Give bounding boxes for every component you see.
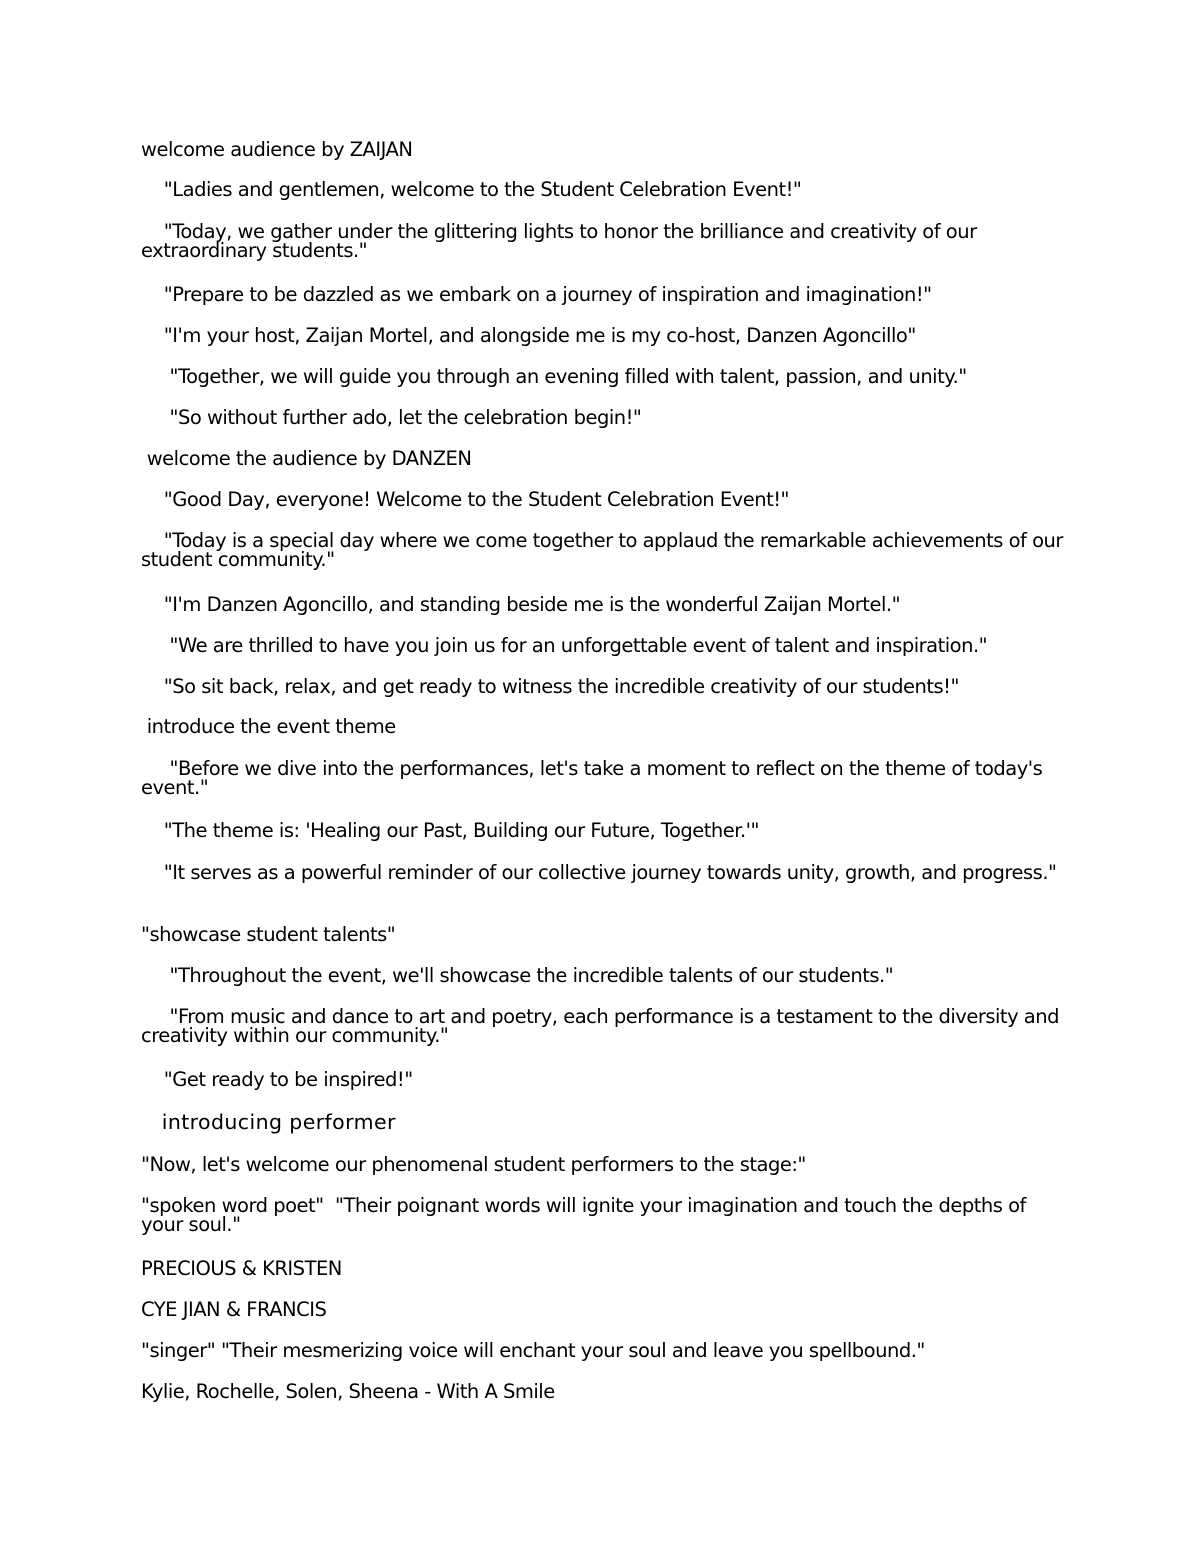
section-heading-introducing-performer: introducing performer bbox=[141, 1110, 396, 1134]
section-heading-showcase: "showcase student talents" bbox=[141, 923, 396, 946]
section-heading-event-theme: introduce the event theme bbox=[141, 715, 396, 738]
performer-name: CYE JIAN & FRANCIS bbox=[141, 1298, 327, 1321]
paragraph: "From music and dance to art and poetry, each performance is a testament to the diversity and creativity within our community." bbox=[141, 1005, 1065, 1047]
paragraph: "So without further ado, let the celebration begin!" bbox=[141, 406, 642, 429]
paragraph: "I'm your host, Zaijan Mortel, and alongside me is my co-host, Danzen Agoncillo" bbox=[141, 324, 916, 347]
paragraph: "Today is a special day where we come together to applaud the remarkable achievements of our student community." bbox=[141, 529, 1069, 571]
paragraph: "singer" "Their mesmerizing voice will enchant your soul and leave you spellbound." bbox=[141, 1339, 925, 1362]
section-heading-zaijan-welcome: welcome audience by ZAIJAN bbox=[141, 138, 413, 161]
paragraph: "Ladies and gentlemen, welcome to the Student Celebration Event!" bbox=[141, 178, 802, 201]
performer-name: Kylie, Rochelle, Solen, Sheena - With A Smile bbox=[141, 1380, 555, 1403]
paragraph: "Today, we gather under the glittering lights to honor the brilliance and creativity of our extraordinary students." bbox=[141, 220, 983, 262]
paragraph: "I'm Danzen Agoncillo, and standing beside me is the wonderful Zaijan Mortel." bbox=[141, 593, 901, 616]
section-heading-danzen-welcome: welcome the audience by DANZEN bbox=[141, 447, 472, 470]
paragraph: "So sit back, relax, and get ready to witness the incredible creativity of our students!" bbox=[141, 675, 959, 698]
paragraph: "spoken word poet" "Their poignant words will ignite your imagination and touch the depths of your soul." bbox=[141, 1194, 1032, 1236]
paragraph: "Before we dive into the performances, let's take a moment to reflect on the theme of today's event." bbox=[141, 757, 1048, 799]
paragraph: "We are thrilled to have you join us for an unforgettable event of talent and inspiration." bbox=[141, 634, 988, 657]
paragraph: "It serves as a powerful reminder of our collective journey towards unity, growth, and progress." bbox=[141, 861, 1057, 884]
paragraph: "Good Day, everyone! Welcome to the Student Celebration Event!" bbox=[141, 488, 790, 511]
paragraph: "Get ready to be inspired!" bbox=[141, 1068, 413, 1091]
paragraph: "Now, let's welcome our phenomenal student performers to the stage:" bbox=[141, 1153, 806, 1176]
paragraph: "The theme is: 'Healing our Past, Building our Future, Together.'" bbox=[141, 819, 760, 842]
paragraph: "Throughout the event, we'll showcase the incredible talents of our students." bbox=[141, 964, 894, 987]
paragraph: "Prepare to be dazzled as we embark on a journey of inspiration and imagination!" bbox=[141, 283, 932, 306]
performer-name: PRECIOUS & KRISTEN bbox=[141, 1257, 342, 1280]
paragraph: "Together, we will guide you through an evening filled with talent, passion, and unity." bbox=[141, 365, 967, 388]
